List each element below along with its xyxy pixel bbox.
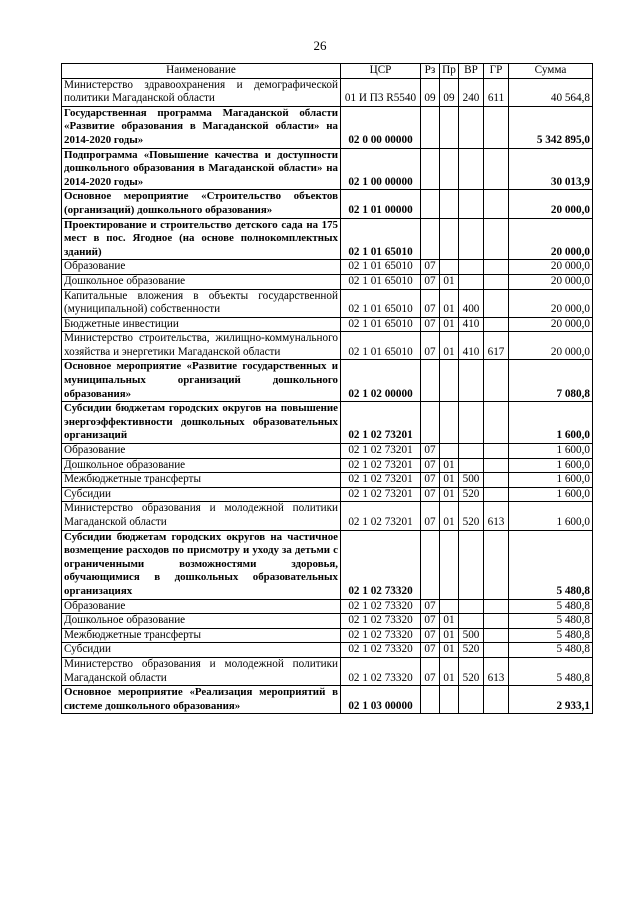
cell-name: Капитальные вложения в объекты государственной (муниципальной) собственности <box>62 289 341 317</box>
table-row <box>62 148 593 190</box>
cell-vr: 520 <box>459 487 484 502</box>
cell-csr: 02 1 02 00000 <box>341 360 421 402</box>
cell-vr: 410 <box>459 317 484 332</box>
cell-name: Образование <box>62 599 341 614</box>
cell-gr: 617 <box>484 332 509 360</box>
cell-sum: 20 000,0 <box>509 190 593 218</box>
cell-name: Субсидии бюджетам городских округов на повышение энергоэффективности дошкольных образовательных организаций <box>62 402 341 444</box>
cell-pr <box>440 444 459 459</box>
cell-csr: 02 1 01 00000 <box>341 190 421 218</box>
cell-gr <box>484 402 509 444</box>
cell-sum: 1 600,0 <box>509 458 593 473</box>
table-row <box>62 473 593 488</box>
cell-sum: 20 000,0 <box>509 332 593 360</box>
header-csr: ЦСР <box>341 64 421 79</box>
cell-rz: 07 <box>421 614 440 629</box>
cell-gr <box>484 317 509 332</box>
cell-vr <box>459 274 484 289</box>
cell-sum: 5 342 895,0 <box>509 106 593 148</box>
cell-gr <box>484 274 509 289</box>
cell-sum: 30 013,9 <box>509 148 593 190</box>
cell-sum: 5 480,8 <box>509 599 593 614</box>
cell-vr <box>459 444 484 459</box>
cell-vr <box>459 148 484 190</box>
table-row <box>62 643 593 658</box>
cell-pr: 01 <box>440 332 459 360</box>
cell-gr <box>484 360 509 402</box>
cell-csr: 02 1 02 73320 <box>341 657 421 685</box>
cell-sum: 40 564,8 <box>509 78 593 106</box>
cell-csr: 02 1 01 65010 <box>341 260 421 275</box>
cell-gr <box>484 190 509 218</box>
cell-csr: 02 1 01 65010 <box>341 274 421 289</box>
cell-vr <box>459 360 484 402</box>
table-row <box>62 530 593 599</box>
cell-rz <box>421 402 440 444</box>
cell-csr: 02 1 01 65010 <box>341 289 421 317</box>
table-row <box>62 628 593 643</box>
cell-name: Межбюджетные трансферты <box>62 473 341 488</box>
cell-csr: 02 1 02 73201 <box>341 444 421 459</box>
cell-rz: 07 <box>421 628 440 643</box>
cell-rz <box>421 106 440 148</box>
table-row <box>62 599 593 614</box>
cell-name: Министерство здравоохранения и демографической политики Магаданской области <box>62 78 341 106</box>
cell-gr <box>484 643 509 658</box>
cell-name: Подпрограмма «Повышение качества и доступности дошкольного образования в Магаданской области» на 2014-2020 годы» <box>62 148 341 190</box>
cell-rz: 07 <box>421 289 440 317</box>
table-row <box>62 458 593 473</box>
cell-pr <box>440 106 459 148</box>
table-row <box>62 657 593 685</box>
cell-vr: 240 <box>459 78 484 106</box>
table-row <box>62 274 593 289</box>
cell-rz: 07 <box>421 260 440 275</box>
cell-sum: 1 600,0 <box>509 487 593 502</box>
cell-rz: 07 <box>421 599 440 614</box>
table-row <box>62 106 593 148</box>
cell-gr <box>484 599 509 614</box>
cell-gr <box>484 628 509 643</box>
cell-csr: 02 0 00 00000 <box>341 106 421 148</box>
cell-rz: 07 <box>421 473 440 488</box>
cell-rz: 07 <box>421 643 440 658</box>
cell-csr: 02 1 02 73320 <box>341 643 421 658</box>
table-row <box>62 487 593 502</box>
cell-gr <box>484 106 509 148</box>
cell-gr <box>484 473 509 488</box>
cell-rz <box>421 360 440 402</box>
table-row <box>62 218 593 260</box>
cell-name: Субсидии <box>62 487 341 502</box>
cell-rz: 09 <box>421 78 440 106</box>
cell-gr <box>484 218 509 260</box>
table-row <box>62 686 593 714</box>
cell-vr <box>459 686 484 714</box>
cell-rz <box>421 530 440 599</box>
cell-name: Министерство образования и молодежной политики Магаданской области <box>62 502 341 530</box>
cell-vr <box>459 260 484 275</box>
cell-name: Министерство образования и молодежной политики Магаданской области <box>62 657 341 685</box>
cell-name: Основное мероприятие «Строительство объектов (организаций) дошкольного образования» <box>62 190 341 218</box>
cell-gr <box>484 458 509 473</box>
table-row <box>62 502 593 530</box>
cell-gr <box>484 487 509 502</box>
header-sum: Сумма <box>509 64 593 79</box>
table-row <box>62 78 593 106</box>
cell-csr: 02 1 02 73201 <box>341 487 421 502</box>
cell-pr: 01 <box>440 614 459 629</box>
cell-pr: 01 <box>440 628 459 643</box>
cell-name: Основное мероприятие «Реализация мероприятий в системе дошкольного образования» <box>62 686 341 714</box>
cell-vr <box>459 599 484 614</box>
cell-sum: 20 000,0 <box>509 317 593 332</box>
table-row <box>62 402 593 444</box>
cell-vr <box>459 218 484 260</box>
cell-sum: 1 600,0 <box>509 444 593 459</box>
cell-sum: 20 000,0 <box>509 274 593 289</box>
cell-name: Министерство строительства, жилищно-коммунального хозяйства и энергетики Магаданской области <box>62 332 341 360</box>
cell-name: Образование <box>62 260 341 275</box>
cell-csr: 02 1 02 73201 <box>341 473 421 488</box>
cell-pr: 01 <box>440 487 459 502</box>
cell-pr: 01 <box>440 458 459 473</box>
table-row <box>62 332 593 360</box>
cell-name: Субсидии <box>62 643 341 658</box>
cell-name: Проектирование и строительство детского сада на 175 мест в пос. Ягодное (на основе полнокомплектных зданий) <box>62 218 341 260</box>
cell-pr: 01 <box>440 643 459 658</box>
cell-sum: 1 600,0 <box>509 502 593 530</box>
cell-gr <box>484 444 509 459</box>
table-row <box>62 317 593 332</box>
cell-csr: 02 1 00 00000 <box>341 148 421 190</box>
cell-pr: 01 <box>440 502 459 530</box>
cell-vr: 500 <box>459 473 484 488</box>
cell-sum: 5 480,8 <box>509 530 593 599</box>
cell-csr: 02 1 01 65010 <box>341 332 421 360</box>
cell-pr: 01 <box>440 473 459 488</box>
cell-vr: 500 <box>459 628 484 643</box>
cell-name: Государственная программа Магаданской области «Развитие образования в Магаданской области» на 2014-2020 годы» <box>62 106 341 148</box>
cell-csr: 02 1 03 00000 <box>341 686 421 714</box>
cell-vr <box>459 106 484 148</box>
cell-rz: 07 <box>421 317 440 332</box>
cell-name: Образование <box>62 444 341 459</box>
budget-table <box>61 63 593 714</box>
cell-sum: 7 080,8 <box>509 360 593 402</box>
table-row <box>62 190 593 218</box>
cell-pr: 01 <box>440 657 459 685</box>
cell-rz <box>421 148 440 190</box>
cell-csr: 01 И П3 R5540 <box>341 78 421 106</box>
cell-rz <box>421 686 440 714</box>
cell-gr <box>484 148 509 190</box>
cell-sum: 5 480,8 <box>509 643 593 658</box>
cell-gr <box>484 614 509 629</box>
cell-rz: 07 <box>421 487 440 502</box>
cell-rz: 07 <box>421 657 440 685</box>
cell-vr <box>459 458 484 473</box>
cell-pr <box>440 260 459 275</box>
cell-gr <box>484 289 509 317</box>
cell-gr <box>484 686 509 714</box>
cell-gr <box>484 530 509 599</box>
cell-rz: 07 <box>421 274 440 289</box>
table-row <box>62 444 593 459</box>
cell-vr: 520 <box>459 643 484 658</box>
cell-sum: 2 933,1 <box>509 686 593 714</box>
cell-name: Дошкольное образование <box>62 274 341 289</box>
cell-pr <box>440 148 459 190</box>
cell-gr: 613 <box>484 657 509 685</box>
cell-rz: 07 <box>421 444 440 459</box>
cell-csr: 02 1 02 73320 <box>341 530 421 599</box>
table-header-row <box>62 64 593 79</box>
cell-vr: 520 <box>459 502 484 530</box>
cell-rz: 07 <box>421 332 440 360</box>
cell-vr: 400 <box>459 289 484 317</box>
cell-pr <box>440 686 459 714</box>
cell-name: Бюджетные инвестиции <box>62 317 341 332</box>
cell-gr: 613 <box>484 502 509 530</box>
page-number: 26 <box>313 38 327 53</box>
cell-name: Межбюджетные трансферты <box>62 628 341 643</box>
cell-rz <box>421 190 440 218</box>
header-name: Наименование <box>62 64 341 79</box>
header-gr: ГР <box>484 64 509 79</box>
table-body <box>62 78 593 714</box>
cell-csr: 02 1 02 73320 <box>341 628 421 643</box>
table-row <box>62 360 593 402</box>
header-pr: Пр <box>440 64 459 79</box>
cell-vr <box>459 402 484 444</box>
cell-csr: 02 1 02 73201 <box>341 458 421 473</box>
cell-sum: 20 000,0 <box>509 289 593 317</box>
cell-pr <box>440 530 459 599</box>
cell-rz: 07 <box>421 458 440 473</box>
cell-sum: 5 480,8 <box>509 628 593 643</box>
cell-vr: 520 <box>459 657 484 685</box>
cell-sum: 20 000,0 <box>509 218 593 260</box>
cell-pr <box>440 218 459 260</box>
cell-rz: 07 <box>421 502 440 530</box>
cell-pr: 01 <box>440 274 459 289</box>
cell-csr: 02 1 02 73201 <box>341 402 421 444</box>
cell-pr <box>440 360 459 402</box>
cell-csr: 02 1 02 73320 <box>341 614 421 629</box>
table-row <box>62 614 593 629</box>
cell-pr: 09 <box>440 78 459 106</box>
table-row <box>62 260 593 275</box>
cell-name: Дошкольное образование <box>62 458 341 473</box>
cell-gr: 611 <box>484 78 509 106</box>
cell-pr <box>440 190 459 218</box>
cell-sum: 1 600,0 <box>509 473 593 488</box>
cell-vr <box>459 190 484 218</box>
cell-csr: 02 1 01 65010 <box>341 218 421 260</box>
header-rz: Рз <box>421 64 440 79</box>
cell-name: Основное мероприятие «Развитие государственных и муниципальных организаций дошкольного образования» <box>62 360 341 402</box>
cell-csr: 02 1 02 73201 <box>341 502 421 530</box>
cell-pr <box>440 402 459 444</box>
cell-vr <box>459 614 484 629</box>
table-row <box>62 289 593 317</box>
cell-pr: 01 <box>440 317 459 332</box>
cell-csr: 02 1 02 73320 <box>341 599 421 614</box>
cell-name: Субсидии бюджетам городских округов на частичное возмещение расходов по присмотру и уходу за детьми с ограниченными возможностями здоровья, обучающимися в дошкольных образовательных организациях <box>62 530 341 599</box>
cell-csr: 02 1 01 65010 <box>341 317 421 332</box>
cell-sum: 5 480,8 <box>509 614 593 629</box>
cell-vr: 410 <box>459 332 484 360</box>
header-vr: ВР <box>459 64 484 79</box>
cell-sum: 20 000,0 <box>509 260 593 275</box>
cell-name: Дошкольное образование <box>62 614 341 629</box>
cell-pr <box>440 599 459 614</box>
cell-pr: 01 <box>440 289 459 317</box>
cell-sum: 5 480,8 <box>509 657 593 685</box>
cell-sum: 1 600,0 <box>509 402 593 444</box>
cell-vr <box>459 530 484 599</box>
cell-rz <box>421 218 440 260</box>
cell-gr <box>484 260 509 275</box>
